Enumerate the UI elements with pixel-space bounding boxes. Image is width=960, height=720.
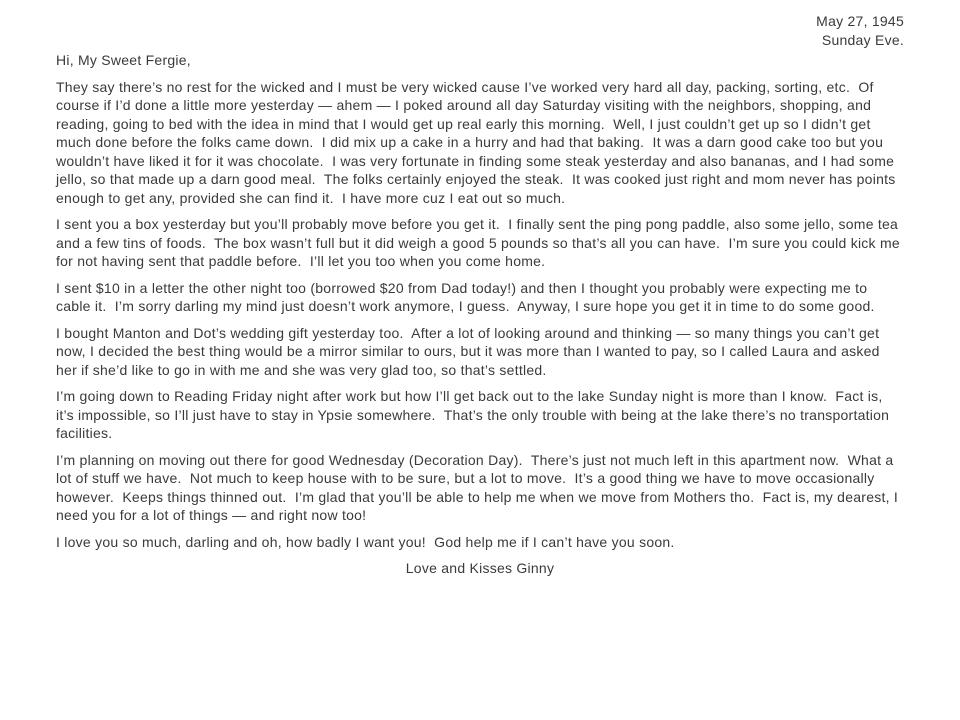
date-line: May 27, 1945: [816, 13, 904, 29]
letter-paragraph: I sent you a box yesterday but you’ll probably move before you get it. I finally sent the ping pong paddle, also some jello, some tea and a few tins of foods. The box wasn’t full but it did weigh a good 5 pounds so that’s all you can have. I’m sure you could kick me for not having sent that paddle before. I’ll let you too when you come home.: [56, 216, 905, 269]
letter-paragraph: I’m planning on moving out there for good Wednesday (Decoration Day). There’s just not much left in this apartment now. What a lot of stuff we have. Not much to keep house with to be sure, but a lot to move. It’s a good thing we have to move occasionally however. Keeps things thinned out. I’m glad that you’ll be able to help me when we move from Mothers tho. Fact is, my dearest, I need you for a lot of things — and right now too!: [56, 451, 903, 523]
day-line: Sunday Eve.: [821, 31, 904, 48]
letter-paragraph: I love you so much, darling and oh, how badly I want you! God help me if I can’t have you soon.: [56, 533, 675, 550]
letter-paragraph: They say there’s no rest for the wicked and I must be very wicked cause I’ve worked very hard all day, packing, sorting, etc. Of course if I’d done a little more yesterday — ahem — I poked around all day Saturday visiting with the neighbors, shopping, and reading, going to bed with the idea in mind that I would get up real early this morning. Well, I just couldn’t get up so I didn’t get much done before the folks came down. I did mix up a cake in a hurry and had that baking. It was a darn good cake too but you wouldn’t have liked it for it was chocolate. I was very fortunate in finding some steak yesterday and also bananas, and I had some jello, so that made up a darn good meal. The folks certainly enjoyed the steak. It was cooked just right and mom never has points enough to get any, provided she can find it. I have more cuz I eat out so much.: [56, 78, 900, 206]
letter-paragraph: I sent $10 in a letter the other night too (borrowed $20 from Dad today!) and then I thought you probably were expecting me to cable it. I’m sorry darling my mind just doesn’t work anymore, I guess. Anyway, I sure hope you get it in time to do some good.: [56, 279, 875, 314]
closing-signature: Love and Kisses Ginny: [405, 560, 555, 576]
letter-paragraph: I bought Manton and Dot’s wedding gift yesterday too. After a lot of looking around and thinking — so many things you can’t get now, I decided the best thing would be a mirror similar to ours, but it was more than I wanted to pay, so I called Laura and asked her if she’d like to go in with me and she was very glad too, so that’s settled.: [56, 324, 884, 378]
letter-paragraph: I’m going down to Reading Friday night after work but how I’ll get back out to the lake Sunday night is more than I know. Fact is, it’s impossible, so I’ll just have to stay in Ypsie somewhere. That’s the only trouble with being at the lake there’s no transportation facilities.: [56, 388, 894, 441]
date-block: [56, 12, 904, 49]
salutation: Hi, My Sweet Fergie,: [56, 52, 191, 68]
